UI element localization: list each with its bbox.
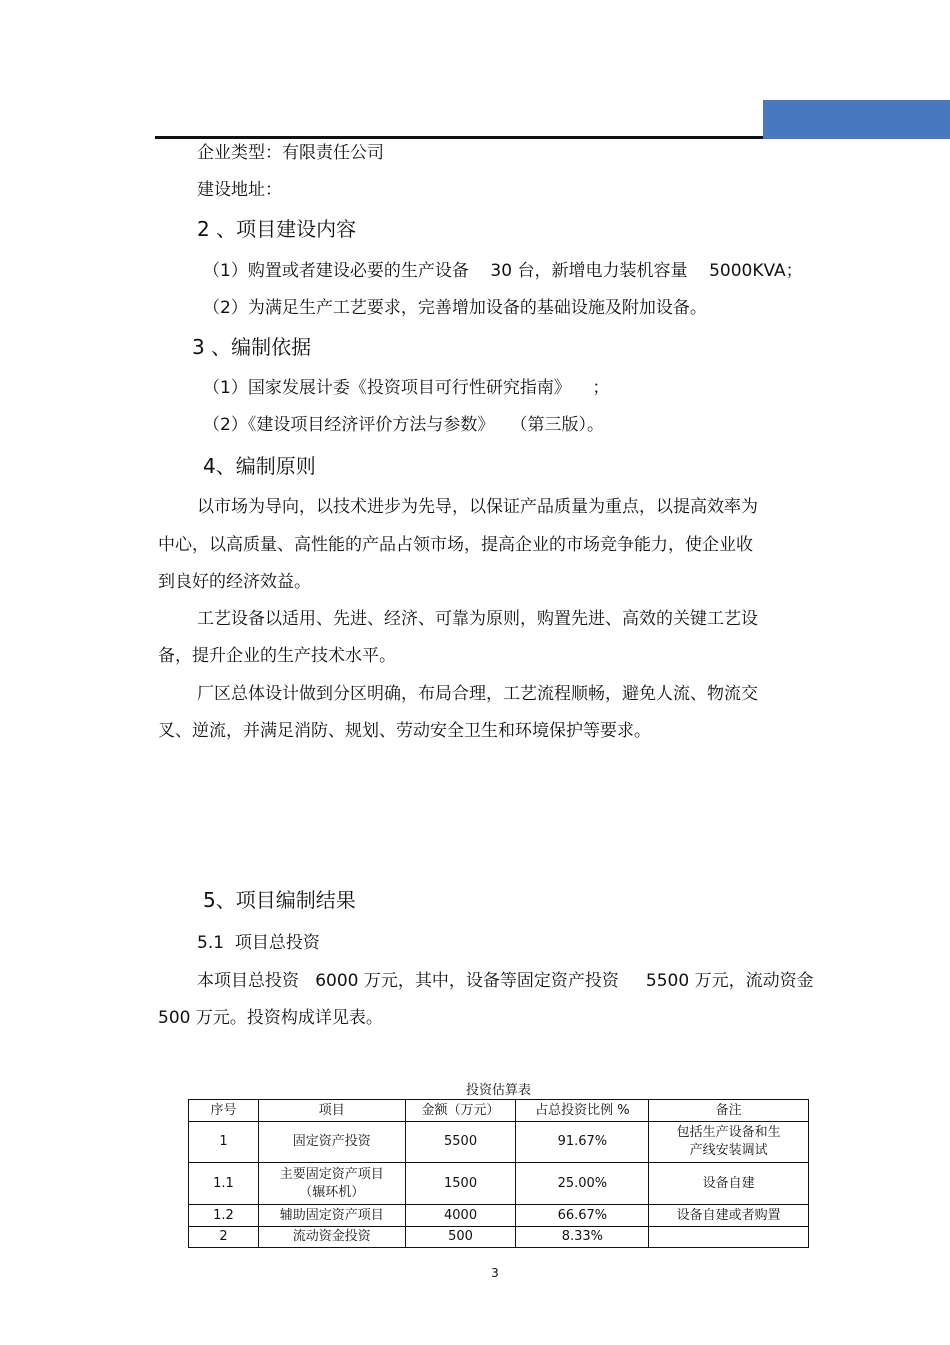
table-row (189, 1205, 809, 1227)
cell-amount: 1500 (405, 1163, 516, 1205)
cell-note: 设备自建 (649, 1163, 809, 1205)
content-item-2: （2）为满足生产工艺要求，完善增加设备的基础设施及附加设备。 (203, 298, 707, 318)
cell-item-line-2: （辗环机） (299, 1184, 365, 1200)
cell-item: 流动资金投资 (258, 1227, 405, 1248)
subsection-heading-5-1: 5.1 项目总投资 (197, 933, 320, 953)
col-header-amount: 金额（万元） (405, 1100, 516, 1122)
cell-item-line-1: 主要固定资产项目 (279, 1166, 384, 1182)
col-header-item: 项目 (258, 1100, 405, 1122)
page-number: 3 (491, 1266, 499, 1280)
basis-item-2: （2）《建设项目经济评价方法与参数》 （第三版）。 (203, 415, 605, 435)
table-header-row (189, 1100, 809, 1122)
header-rule (155, 136, 763, 139)
principle-para-1-line-3: 到良好的经济效益。 (158, 572, 311, 592)
cell-note (649, 1227, 809, 1248)
investment-para-line-1: 本项目总投资 6000 万元，其中，设备等固定资产投资 5500 万元，流动资金 (197, 971, 814, 991)
cell-ratio: 66.67% (516, 1205, 649, 1227)
principle-para-3-line-2: 叉、逆流，并满足消防、规划、劳动安全卫生和环境保护等要求。 (158, 721, 651, 741)
basis-item-1: （1）国家发展计委《投资项目可行性研究指南》 ； (203, 378, 610, 398)
cell-no: 1.1 (189, 1163, 259, 1205)
principle-para-2-line-1: 工艺设备以适用、先进、经济、可靠为原则，购置先进、高效的关键工艺设 (197, 609, 758, 629)
cell-ratio: 8.33% (516, 1227, 649, 1248)
cell-item (258, 1163, 405, 1205)
cell-note: 设备自建或者购置 (649, 1205, 809, 1227)
cell-no: 1.2 (189, 1205, 259, 1227)
table-title: 投资估算表 (465, 1083, 531, 1098)
section-heading-4: 4、编制原则 (203, 454, 316, 478)
table-row (189, 1163, 809, 1205)
table-row (189, 1227, 809, 1248)
investment-para-line-2: 500 万元。投资构成详见表。 (158, 1008, 383, 1028)
cell-note (649, 1122, 809, 1163)
principle-para-3-line-1: 厂区总体设计做到分区明确，布局合理，工艺流程顺畅，避免人流、物流交 (197, 684, 758, 704)
principle-para-1-line-1: 以市场为导向，以技术进步为先导，以保证产品质量为重点，以提高效率为 (197, 497, 758, 517)
col-header-no: 序号 (189, 1100, 259, 1122)
cell-no: 2 (189, 1227, 259, 1248)
address-line: 建设地址： (197, 180, 282, 200)
cell-ratio: 91.67% (516, 1122, 649, 1163)
col-header-note: 备注 (649, 1100, 809, 1122)
principle-para-1-line-2: 中心，以高质量、高性能的产品占领市场，提高企业的市场竞争能力，使企业收 (158, 535, 753, 555)
principle-para-2-line-2: 备，提升企业的生产技术水平。 (158, 646, 396, 666)
table-row (189, 1122, 809, 1163)
cell-amount: 500 (405, 1227, 516, 1248)
investment-table (188, 1099, 809, 1248)
section-heading-3: 3 、编制依据 (192, 335, 312, 359)
cell-note-line-1: 包括生产设备和生 (676, 1125, 781, 1140)
cell-item: 固定资产投资 (258, 1122, 405, 1163)
cell-note-line-2: 产线安装调试 (689, 1143, 768, 1158)
cell-ratio: 25.00% (516, 1163, 649, 1205)
cell-amount: 4000 (405, 1205, 516, 1227)
cell-no: 1 (189, 1122, 259, 1163)
col-header-ratio: 占总投资比例 % (516, 1100, 649, 1122)
content-item-1: （1）购置或者建设必要的生产设备 30 台，新增电力装机容量 5000KVA； (203, 261, 803, 281)
company-type-line: 企业类型：有限责任公司 (197, 143, 384, 163)
section-heading-5: 5、项目编制结果 (203, 888, 356, 912)
section-heading-2: 2 、项目建设内容 (197, 217, 357, 241)
cell-item: 辅助固定资产项目 (258, 1205, 405, 1227)
header-accent-block (763, 100, 950, 139)
cell-amount: 5500 (405, 1122, 516, 1163)
